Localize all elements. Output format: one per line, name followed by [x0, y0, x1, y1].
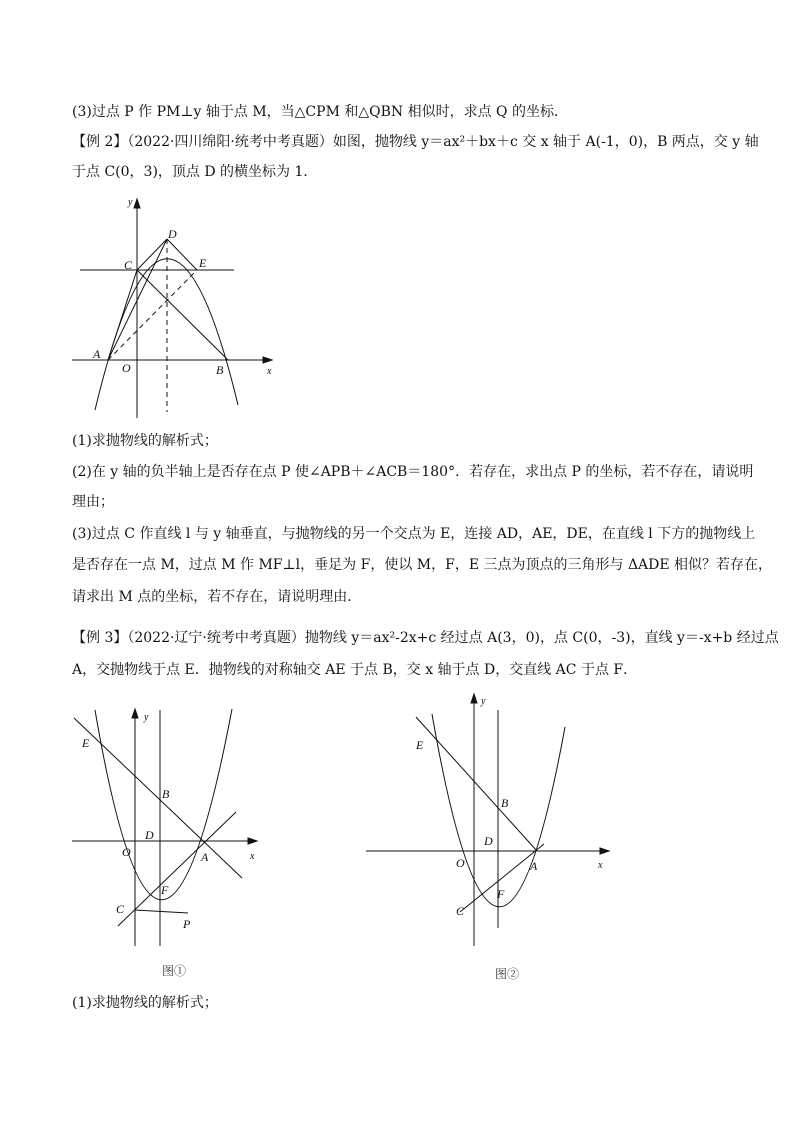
label-E: E — [416, 738, 424, 752]
problem-text-line: 请求出 M 点的坐标，若不存在，请说明理由． — [72, 589, 362, 605]
label-A: A — [530, 859, 538, 873]
label-O: O — [122, 361, 131, 375]
label-B: B — [216, 363, 224, 377]
label-x: x — [250, 851, 255, 862]
label-C: C — [456, 904, 465, 918]
figure-example-3-2 — [360, 684, 620, 954]
line-ac — [118, 812, 236, 926]
label-y: y — [144, 712, 149, 723]
example-2-heading: 【例 2】（2022·四川绵阳·统考中考真题）如图，抛物线 y＝ax²＋bx＋c 交 x 轴于 A(-1，0)，B 两点，交 y 轴 — [72, 134, 759, 150]
example-3-heading: 【例 3】（2022·辽宁·统考中考真题）抛物线 y＝ax²-2x+c 经过点 A(3，0)，点 C(0，-3)，直线 y＝-x+b 经过点 — [72, 630, 779, 646]
y-axis-arrow — [471, 694, 477, 703]
problem-text-line: (3)过点 C 作直线 l 与 y 轴垂直，与抛物线的另一个交点为 E，连接 AD，AE，DE，在直线 l 下方的抛物线上 — [72, 526, 756, 542]
label-x: x — [267, 366, 272, 377]
label-E: E — [199, 256, 207, 270]
line-ae — [74, 718, 242, 878]
y-axis-arrow — [132, 709, 138, 718]
problem-text-line: (2)在 y 轴的负半轴上是否存在点 P 使∠APB＋∠ACB＝180°．若存在，求出点 P 的坐标，若不存在，请说明 — [72, 464, 754, 480]
label-F: F — [161, 883, 169, 897]
label-C: C — [124, 258, 133, 272]
figure-caption-1: 图① — [162, 964, 187, 978]
problem-text-line: (1)求抛物线的解析式； — [72, 995, 218, 1011]
line-ae-dashed — [108, 270, 197, 360]
problem-text-line: (1)求抛物线的解析式； — [72, 433, 218, 449]
line-ac — [460, 844, 544, 912]
label-x: x — [598, 860, 603, 871]
label-y: y — [128, 197, 133, 208]
label-D: D — [168, 227, 177, 241]
y-axis-arrow — [134, 199, 140, 208]
x-axis-arrow — [248, 838, 257, 844]
problem-text-line: (3)过点 P 作 PM⊥y 轴于点 M，当△CPM 和△QBN 相似时，求点 Q 的坐标． — [72, 104, 568, 120]
problem-text-line: A，交抛物线于点 E．抛物线的对称轴交 AE 于点 B，交 x 轴于点 D，交直线 AC 于点 F． — [72, 662, 638, 678]
line-ae — [416, 717, 537, 851]
figure-caption-2: 图② — [495, 967, 520, 981]
label-F: F — [497, 887, 505, 901]
problem-text-line: 理由； — [72, 494, 114, 510]
label-B: B — [162, 787, 170, 801]
problem-text-line: 于点 C(0，3)，顶点 D 的横坐标为 1． — [72, 164, 318, 180]
figure-example-2 — [60, 190, 290, 430]
label-A: A — [93, 347, 101, 361]
label-y: y — [481, 696, 486, 707]
line-ac — [108, 270, 137, 360]
label-A: A — [201, 850, 209, 864]
figure-example-3-1 — [60, 700, 270, 950]
label-D: D — [145, 828, 154, 842]
label-E: E — [82, 736, 90, 750]
label-P: P — [183, 917, 191, 931]
label-B: B — [501, 796, 509, 810]
label-O: O — [122, 845, 131, 859]
label-D: D — [484, 834, 493, 848]
line-cp — [135, 910, 188, 913]
label-O: O — [456, 856, 465, 870]
x-axis-arrow — [600, 848, 609, 854]
problem-text-line: 是否存在一点 M，过点 M 作 MF⊥l，垂足为 F，使以 M，F，E 三点为顶点的三角形与 ΔADE 相似？若存在， — [72, 557, 773, 573]
parabola — [95, 709, 232, 900]
line-cb — [137, 270, 228, 360]
x-axis-arrow — [263, 357, 272, 363]
label-C: C — [116, 902, 125, 916]
